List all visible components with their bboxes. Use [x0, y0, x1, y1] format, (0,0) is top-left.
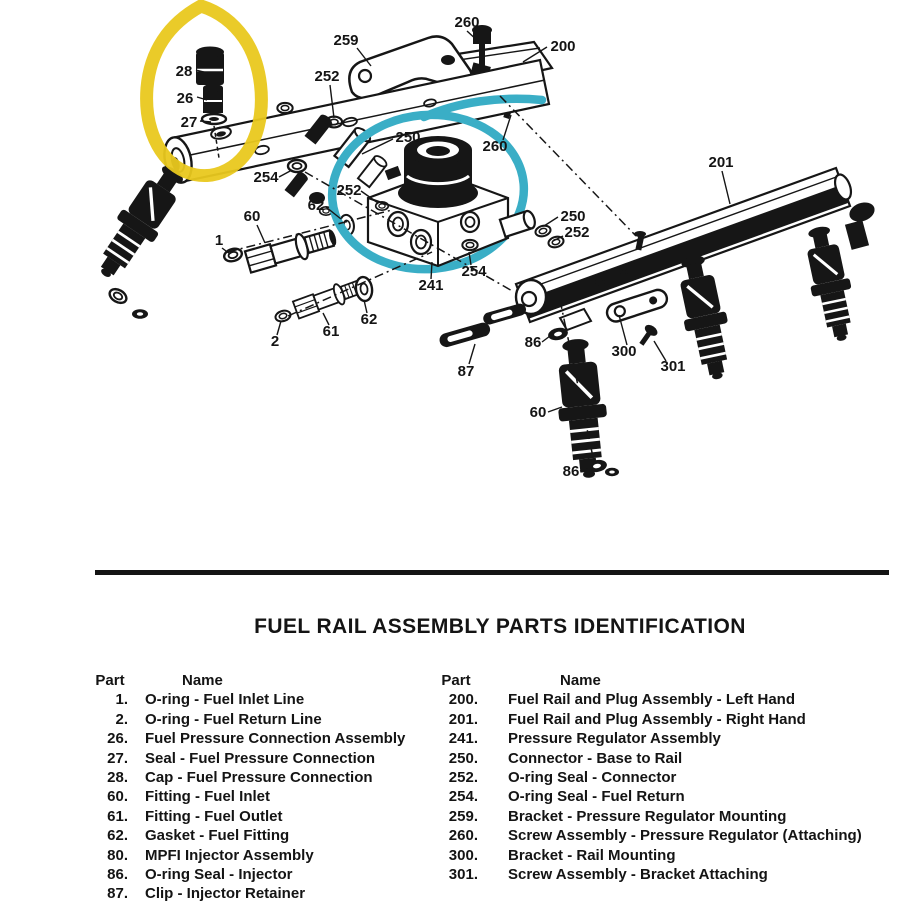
part-number: 2. — [115, 710, 128, 728]
callout-label: 252 — [336, 182, 362, 199]
callout-label: 61 — [322, 323, 340, 340]
callout-label: 86 — [562, 463, 580, 480]
parts-row — [88, 749, 434, 768]
connector-250 — [500, 210, 565, 249]
section-divider-line — [95, 570, 889, 575]
part-number: 1. — [115, 691, 128, 709]
part-name: Fitting - Fuel Inlet — [145, 788, 270, 806]
part-number: 26. — [107, 730, 128, 748]
part-name: Bracket - Rail Mounting — [508, 846, 676, 864]
part-number: 62. — [107, 827, 128, 845]
callout-label: 60 — [243, 208, 261, 225]
name-header: Name — [560, 672, 601, 689]
part-number: 27. — [107, 749, 128, 767]
callout-label: 259 — [333, 32, 359, 49]
parts-row — [88, 768, 434, 787]
part-name: Fitting - Fuel Outlet — [145, 807, 283, 825]
callout-label: 27 — [180, 114, 198, 131]
callout-label: 241 — [418, 277, 444, 294]
callout-label: 26 — [176, 90, 194, 107]
part-number: 252. — [448, 769, 478, 787]
part-name: Pressure Regulator Assembly — [508, 730, 721, 748]
callout-label: 301 — [660, 358, 686, 375]
parts-row — [434, 729, 894, 748]
injector-clip-87 — [436, 302, 531, 349]
parts-row — [88, 710, 434, 729]
parts-column-left — [88, 671, 434, 904]
parts-row — [434, 846, 894, 865]
part-number: 300. — [448, 846, 478, 864]
column-header — [434, 671, 894, 690]
callout-label: 28 — [175, 63, 193, 80]
parts-row — [88, 787, 434, 806]
part-name: Screw Assembly - Pressure Regulator (Attaching) — [508, 827, 862, 845]
parts-row — [88, 807, 434, 826]
injector-center — [547, 326, 619, 480]
part-name: Connector - Base to Rail — [508, 749, 683, 767]
part-number: 301. — [448, 866, 478, 884]
parts-row — [434, 768, 894, 787]
part-number: 201. — [448, 710, 478, 728]
callout-label: 252 — [314, 68, 340, 85]
part-number: 28. — [107, 769, 128, 787]
part-name: Seal - Fuel Pressure Connection — [145, 749, 376, 767]
part-name: Fuel Pressure Connection Assembly — [145, 730, 406, 748]
part-number: 200. — [448, 691, 478, 709]
callout-label: 260 — [482, 138, 508, 155]
part-name: O-ring Seal - Fuel Return — [508, 788, 685, 806]
bracket-300 — [605, 288, 670, 324]
callout-label: 254 — [253, 169, 279, 186]
part-header: Part — [95, 672, 125, 689]
part-number: 259. — [448, 807, 478, 825]
part-name: Bracket - Pressure Regulator Mounting — [508, 807, 787, 825]
parts-row — [88, 729, 434, 748]
name-header: Name — [182, 672, 223, 689]
part-name: Fuel Rail and Plug Assembly - Left Hand — [508, 691, 795, 709]
part-name: Cap - Fuel Pressure Connection — [145, 769, 373, 787]
part-header: Part — [441, 672, 471, 689]
parts-row — [88, 884, 434, 903]
callout-label: 62 — [360, 311, 378, 328]
callout-label: 250 — [395, 129, 421, 146]
part-name: MPFI Injector Assembly — [145, 846, 314, 864]
part-number: 254. — [448, 788, 478, 806]
part-number: 260. — [448, 827, 478, 845]
parts-row — [434, 826, 894, 845]
callout-label: 254 — [461, 263, 487, 280]
part-name: Gasket - Fuel Fitting — [145, 827, 290, 845]
callout-label: 62 — [307, 197, 325, 214]
callout-label: 2 — [270, 333, 280, 350]
callout-label: 250 — [560, 208, 586, 225]
parts-row — [88, 690, 434, 709]
parts-row — [434, 749, 894, 768]
part-number: 250. — [448, 749, 478, 767]
part-name: Screw Assembly - Bracket Attaching — [508, 866, 768, 884]
part-number: 241. — [448, 730, 478, 748]
injector-left — [86, 157, 194, 318]
parts-row — [434, 710, 894, 729]
part-name: O-ring Seal - Injector — [145, 866, 293, 884]
parts-row — [88, 865, 434, 884]
part-name: Fuel Rail and Plug Assembly - Right Hand — [508, 710, 806, 728]
part-name: O-ring - Fuel Return Line — [145, 710, 322, 728]
callout-label: 300 — [611, 343, 637, 360]
callout-label: 60 — [529, 404, 547, 421]
parts-row — [434, 690, 894, 709]
page-title: FUEL RAIL ASSEMBLY PARTS IDENTIFICATION — [254, 615, 746, 638]
parts-row — [88, 846, 434, 865]
parts-row — [434, 787, 894, 806]
pressure-regulator-241 — [368, 136, 508, 266]
column-header — [88, 671, 434, 690]
parts-row — [88, 826, 434, 845]
part-number: 86. — [107, 866, 128, 884]
part-name: O-ring - Fuel Inlet Line — [145, 691, 305, 709]
parts-column-right — [434, 671, 894, 904]
callout-label: 86 — [524, 334, 542, 351]
parts-row — [434, 865, 894, 884]
part-name: Clip - Injector Retainer — [145, 885, 306, 903]
part-number: 80. — [107, 846, 128, 864]
callout-label: 200 — [550, 38, 576, 55]
callout-label: 1 — [214, 232, 224, 249]
callout-label: 201 — [708, 154, 734, 171]
part-number: 60. — [107, 788, 128, 806]
parts-row — [434, 807, 894, 826]
part-name: O-ring Seal - Connector — [508, 769, 677, 787]
callout-label: 260 — [454, 14, 480, 31]
part-number: 61. — [107, 807, 128, 825]
part-number: 87. — [107, 885, 128, 903]
parts-table — [88, 671, 894, 904]
callout-label: 252 — [564, 224, 590, 241]
callout-label: 87 — [457, 363, 475, 380]
